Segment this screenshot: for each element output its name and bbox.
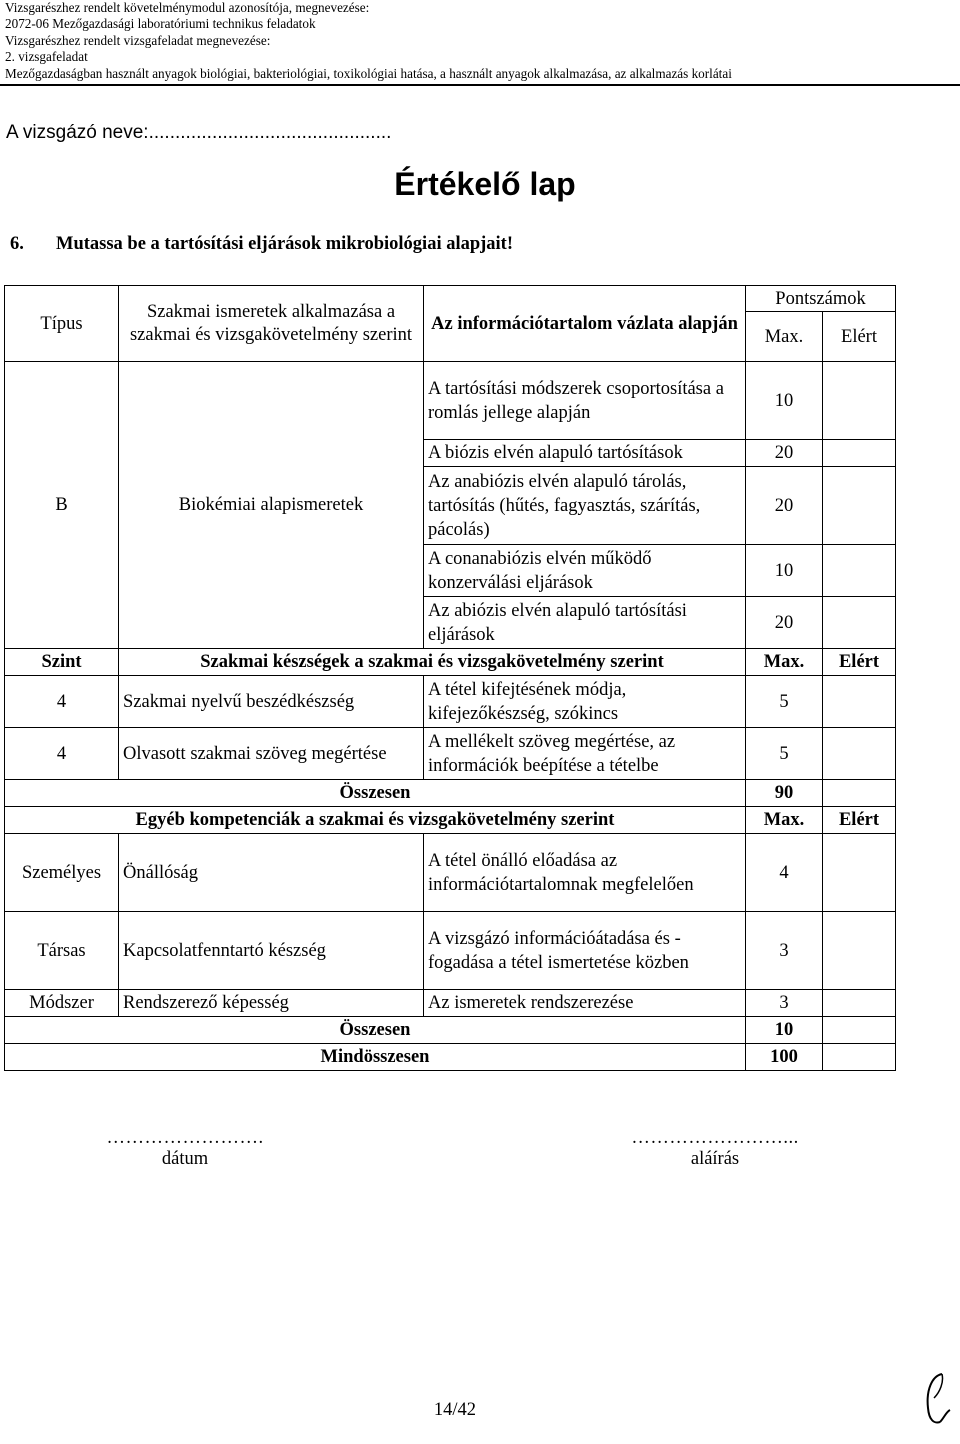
candidate-label: A vizsgázó neve: (6, 122, 149, 143)
skill-level: 4 (5, 728, 119, 780)
competence-name: Rendszerező képesség (119, 990, 424, 1017)
table-row (5, 990, 896, 1017)
col-header-elert: Elért (823, 649, 896, 676)
max-points: 20 (746, 467, 823, 545)
criterion-text: A tétel kifejtésének módja, kifejezőkészség, szókincs (424, 676, 746, 728)
max-points: 10 (746, 362, 823, 440)
max-points: 10 (746, 545, 823, 597)
achieved-points (823, 728, 896, 780)
task-number: 6. (10, 234, 24, 254)
criterion-text: A vizsgázó információátadása és -fogadása a tétel ismertetése közben (424, 912, 746, 990)
skill-name: Szakmai nyelvű beszédkészség (119, 676, 424, 728)
achieved-points (823, 597, 896, 649)
document-header (5, 0, 955, 82)
competence-type: Társas (5, 912, 119, 990)
header-line: Vizsgarészhez rendelt követelménymodul azonosítója, megnevezése: (5, 0, 370, 15)
col-header-max: Max. (746, 649, 823, 676)
table-row (5, 728, 896, 780)
subtotal-row (5, 780, 896, 807)
subtotal-value: 90 (746, 780, 823, 807)
table-row (5, 676, 896, 728)
competence-name: Kapcsolatfenntartó készség (119, 912, 424, 990)
signature-block (570, 1128, 860, 1170)
section2-title: Szakmai készségek a szakmai és vizsgakövetelmény szerint (119, 649, 746, 676)
col-header-elert: Elért (823, 312, 896, 362)
achieved-points (823, 780, 896, 807)
criterion-text: A biózis elvén alapuló tartósítások (424, 440, 746, 467)
max-points: 20 (746, 440, 823, 467)
skill-name: Olvasott szakmai szöveg megértése (119, 728, 424, 780)
task-text: Mutassa be a tartósítási eljárások mikrobiológiai alapjait! (56, 234, 514, 254)
page-number: 14/42 (433, 1400, 477, 1420)
table-row (5, 834, 896, 912)
grand-total-row (5, 1044, 896, 1071)
subtotal-row (5, 1017, 896, 1044)
section3-header-row (5, 807, 896, 834)
subtotal-label: Összesen (5, 780, 746, 807)
achieved-points (823, 362, 896, 440)
col-header-tipus: Típus (5, 286, 119, 362)
section2-header-row (5, 649, 896, 676)
page-title-text: Értékelő lap (394, 166, 576, 202)
page-title (0, 166, 910, 203)
task-line (10, 234, 513, 255)
date-label: dátum (161, 1149, 209, 1169)
col-header-pontszamok: Pontszámok (746, 286, 896, 312)
col-header-max: Max. (746, 807, 823, 834)
criterion-text: A tartósítási módszerek csoportosítása a romlás jellege alapján (424, 362, 746, 440)
achieved-points (823, 912, 896, 990)
header-line: Vizsgarészhez rendelt vizsgafeladat megnevezése: (5, 32, 271, 48)
subtotal-value: 10 (746, 1017, 823, 1044)
candidate-dots: .............................................. (148, 122, 392, 143)
criterion-text: Az anabiózis elvén alapuló tárolás, tartósítás (hűtés, fagyasztás, szárítás, pácolás) (424, 467, 746, 545)
header-divider (0, 84, 960, 86)
max-points: 20 (746, 597, 823, 649)
section3-title: Egyéb kompetenciák a szakmai és vizsgakövetelmény szerint (5, 807, 746, 834)
max-points: 3 (746, 912, 823, 990)
max-points: 5 (746, 676, 823, 728)
max-points: 4 (746, 834, 823, 912)
achieved-points (823, 990, 896, 1017)
achieved-points (823, 440, 896, 467)
handwritten-mark-icon (920, 1368, 956, 1428)
grand-total-label: Mindösszesen (5, 1044, 746, 1071)
col-header-elert: Elért (823, 807, 896, 834)
achieved-points (823, 1017, 896, 1044)
evaluation-table (4, 285, 896, 1071)
achieved-points (823, 1044, 896, 1071)
date-signature-block (40, 1128, 330, 1170)
achieved-points (823, 467, 896, 545)
competence-name: Önállóság (119, 834, 424, 912)
col-header-szint: Szint (5, 649, 119, 676)
criterion-text: Az ismeretek rendszerezése (424, 990, 746, 1017)
header-line: 2072-06 Mezőgazdasági laboratóriumi technikus feladatok (5, 16, 316, 32)
competence-type: Személyes (5, 834, 119, 912)
criterion-text: A conanabiózis elvén működő konzerválási eljárások (424, 545, 746, 597)
col-header-info: Az információtartalom vázlata alapján (424, 286, 746, 362)
skill-level: 4 (5, 676, 119, 728)
achieved-points (823, 676, 896, 728)
table-row (5, 912, 896, 990)
section1-tipus: B (5, 362, 119, 649)
max-points: 5 (746, 728, 823, 780)
col-header-max: Max. (746, 312, 823, 362)
criterion-text: A tétel önálló előadása az információtartalomnak megfelelően (424, 834, 746, 912)
header-line: 2. vizsgafeladat (5, 49, 88, 65)
criterion-text: A mellékelt szöveg megértése, az információk beépítése a tételbe (424, 728, 746, 780)
achieved-points (823, 545, 896, 597)
achieved-points (823, 834, 896, 912)
date-dots: ……………………. (106, 1128, 264, 1148)
competence-type: Módszer (5, 990, 119, 1017)
candidate-name-line (6, 122, 391, 144)
grand-total-value: 100 (746, 1044, 823, 1071)
max-points: 3 (746, 990, 823, 1017)
subtotal-label: Összesen (5, 1017, 746, 1044)
section1-szakmai: Biokémiai alapismeretek (119, 362, 424, 649)
signature-label: aláírás (690, 1149, 740, 1169)
header-line: Mezőgazdaságban használt anyagok biológiai, bakteriológiai, toxikológiai hatása, a használt anyagok alkalmazása, az alkalmazás korlátai (5, 65, 732, 81)
table-row (5, 362, 896, 440)
signature-dots: ……………………... (631, 1128, 799, 1148)
criterion-text: Az abiózis elvén alapuló tartósítási eljárások (424, 597, 746, 649)
col-header-szakmai: Szakmai ismeretek alkalmazása a szakmai és vizsgakövetelmény szerint (119, 286, 424, 362)
